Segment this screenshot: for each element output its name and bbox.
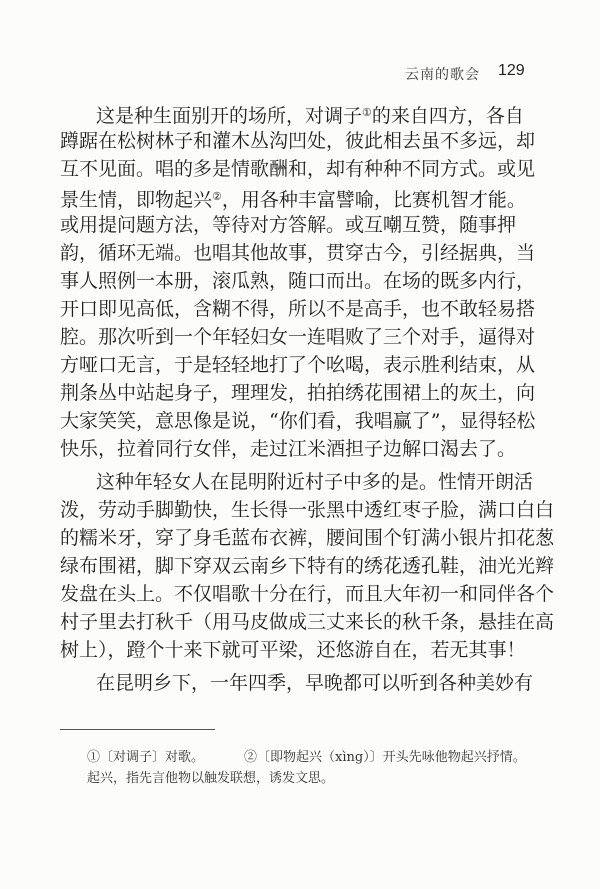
footnote-divider — [60, 729, 215, 730]
text-line: 事人照例一本册，滚瓜熟，随口而出。在场的既多内行， — [60, 270, 536, 292]
running-header-title: 云南的歌会 — [405, 67, 480, 83]
text-line: 大家笑笑，意思像是说，“你们看，我唱赢了”，显得轻松 — [60, 410, 536, 432]
text-line: 泼，劳动手脚勤快，生长得一张黑中透红枣子脸，满口白白 — [60, 499, 555, 521]
footnote-marker[interactable]: ① — [362, 106, 372, 119]
text-line: 树上），蹬个十来下就可平梁，还悠游自在，若无其事！ — [60, 639, 526, 661]
text-line: 韵，循环无端。也唱其他故事，贯穿古今，引经据典，当 — [60, 242, 536, 264]
text-line: 在昆明乡下，一年四季，早晚都可以听到各种美妙有 — [96, 672, 534, 694]
text-line — [60, 99, 530, 127]
text-line: 的糯米牙，穿了身毛蓝布衣裤，腰间围个钉满小银片扣花葱 — [60, 527, 555, 549]
text-line: 互不见面。唱的多是情歌酬和，却有种种不同方式。或见 — [60, 158, 536, 180]
text-line: 蹲踞在松树林子和灌木丛沟凹处，彼此相去虽不多远，却 — [60, 130, 536, 152]
text-line: 方哑口无言，于是轻轻地打了个吆喝，表示胜利结束，从 — [60, 354, 536, 376]
text-line: 开口即见高低，含糊不得，所以不是高手，也不敢轻易搭 — [60, 298, 536, 320]
text-line: 或用提问题方法，等待对方答解。或互嘲互赞，随事押 — [60, 214, 517, 236]
body-text — [60, 99, 555, 697]
footnote-2: ②〔即物起兴（xìng）〕开头先咏他物起兴抒情。 — [244, 750, 526, 765]
text-segment: 的来自四方，各自 — [371, 105, 524, 127]
footnote-line — [87, 747, 527, 768]
text-segment: ，用各种丰富譬喻，比赛机智才能。 — [221, 189, 526, 211]
text-line: 村子里去打秋千（用马皮做成三丈来长的秋千条，悬挂在高 — [60, 611, 555, 633]
text-segment: 景生情，即物起兴 — [60, 189, 213, 211]
footnote-1: ①〔对调子〕对歌。 — [87, 750, 205, 765]
footnotes — [87, 747, 527, 789]
text-line: 荆条丛中站起身子，理理发，拍拍绣花围裙上的灰土，向 — [60, 382, 536, 404]
text-line — [60, 183, 530, 211]
text-line: 绿布围裙，脚下穿双云南乡下特有的绣花透孔鞋，油光光辫 — [60, 555, 555, 577]
page-number: 129 — [498, 62, 525, 79]
footnote-line: 起兴，指先言他物以触发联想，诱发文思。 — [87, 771, 335, 786]
text-line: 腔。那次听到一个年轻妇女一连唱败了三个对手，逼得对 — [60, 326, 536, 348]
text-line: 发盘在头上。不仅唱歌十分在行，而且大年初一和同伴各个 — [60, 583, 555, 605]
text-segment: 这是种生面别开的场所，对调子 — [96, 105, 363, 127]
text-line: 这种年轻女人在昆明附近村子中多的是。性情开朗活 — [96, 471, 534, 493]
footnote-marker[interactable]: ② — [212, 190, 222, 203]
text-line: 快乐，拉着同行女伴，走过江米酒担子边解口渴去了。 — [60, 438, 517, 460]
